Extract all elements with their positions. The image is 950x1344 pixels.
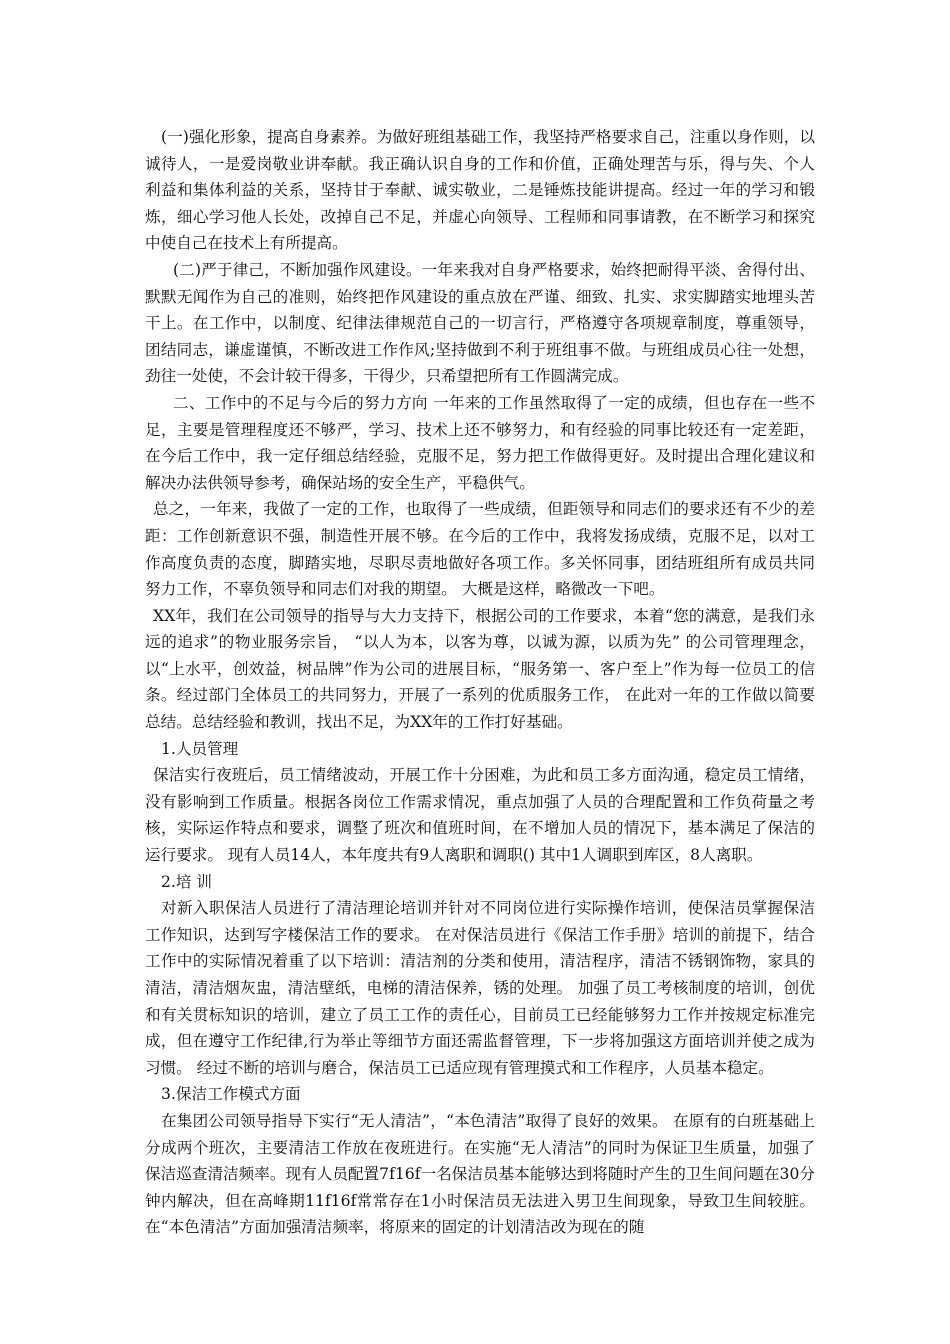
paragraph-summary: 总之，一年来，我做了一定的工作，也取得了一些成绩，但距领导和同志们的要求还有不少的差距：工作创新意识不强，制造性开展不够。在今后的工作中，我将发扬成绩，克服不足，以对工作高度负责的态度，脚踏实地，尽职尽责地做好各项工作。多关怀同事，团结班组所有成员共同努力工作，不辜负领导和同志们对我的期望。 大概是这样，略微改一下吧。: [145, 500, 815, 599]
paragraph-shortcomings: 二、工作中的不足与今后的努力方向 一年来的工作虽然取得了一定的成绩，但也存在一些不足，主要是管理程度还不够严，学习、技术上还不够努力，和有经验的同事比较还有一定差距，在今后工作中，我一定仔细总结经验，克服不足，努力把工作做得更好。及时提出合理化建议和解决办法供领导参考，确保站场的安全生产，平稳供气。: [145, 393, 815, 492]
document-page: [145, 124, 815, 1241]
paragraph-staff-management: 保洁实行夜班后，员工情绪波动，开展工作十分困难，为此和员工多方面沟通，稳定员工情绪，没有影响到工作质量。根据各岗位工作需求情况，重点加强了人员的合理配置和工作负荷量之考核，实际运作特点和要求，调整了班次和值班时间，在不增加人员的情况下，基本满足了保洁的运行要求。 现有人员14人，本年度共有9人离职和调职() 其中1人调职到库区，8人离职。: [145, 766, 815, 865]
heading-staff-management: 1.人员管理: [161, 739, 239, 758]
paragraph-annual-intro: XX年，我们在公司领导的指导与大力支持下，根据公司的工作要求，本着“您的满意，是我们永远的追求”的物业服务宗旨， “以人为本，以客为尊，以诚为源，以质为先” 的公司管理理念，以“上水平，创效益，树品牌”作为公司的进展目标，“服务第一、客户至上”作为每一位员工的信条。经过部门全体员工的共同努力，开展了一系列的优质服务工作， 在此对一年的工作做以简要总结。总结经验和教训，找出不足，为XX年的工作打好基础。: [145, 606, 815, 732]
heading-training: 2.培 训: [161, 872, 213, 891]
paragraph-training: 对新入职保洁人员进行了清洁理论培训并针对不同岗位进行实际操作培训，使保洁员掌握保洁工作知识，达到写字楼保洁工作的要求。 在对保洁员进行《保洁工作手册》培训的前提下，结合工作中的实际情况着重了以下培训：清洁剂的分类和使用，清洁程序，清洁不锈钢饰物，家具的清洁，清洁烟灰盅，清洁壁纸，电梯的清洁保养，锈的处理。 加强了员工考核制度的培训，创优和有关贯标知识的培训，建立了员工工作的责任心，目前员工已经能够努力工作并按规定标准完成，但在遵守工作纪律,行为举止等细节方面还需监督管理，下一步将加强这方面培训并使之成为习惯。 经过不断的培训与磨合，保洁员工已适应现有管理摸式和工作程序，人员基本稳定。: [145, 899, 815, 1077]
paragraph-self-discipline: (二)严于律己，不断加强作风建设。一年来我对自身严格要求，始终把耐得平淡、舍得付出、默默无闻作为自己的准则，始终把作风建设的重点放在严谨、细致、扎实、求实脚踏实地埋头苦干上。在工作中，以制度、纪律法律规范自己的一切言行，严格遵守各项规章制度，尊重领导，团结同志，谦虚谨慎，不断改进工作作风;坚持做到不利于班组事不做。与班组成员心往一处想，劲往一处使，不会计较干得多，干得少，只希望把所有工作圆满完成。: [145, 260, 815, 386]
paragraph-cleaning-mode: 在集团公司领导指导下实行“无人清洁”，“本色清洁”取得了良好的效果。 在原有的白班基础上分成两个班次，主要清洁工作放在夜班进行。在实施“无人清洁”的同时为保证卫生质量，加强了保洁巡查清洁频率。现有人员配置7f16f一名保洁员基本能够达到将随时产生的卫生间问题在30分钟内解决，但在高峰期11f16f常常存在1小时保洁员无法进入男卫生间现象，导致卫生间较脏。 在“本色清洁”方面加强清洁频率，将原来的固定的计划清洁改为现在的随: [145, 1111, 815, 1237]
paragraph-image-building: (一)强化形象，提高自身素养。为做好班组基础工作，我坚持严格要求自己，注重以身作则，以诚待人，一是爱岗敬业讲奉献。我正确认识自身的工作和价值，正确处理苦与乐，得与失、个人利益和集体利益的关系，坚持甘于奉献、诚实敬业，二是锤炼技能讲提高。经过一年的学习和锻炼，细心学习他人长处，改掉自己不足，并虚心向领导、工程师和同事请教，在不断学习和探究中使自己在技术上有所提高。: [145, 128, 815, 253]
heading-cleaning-mode: 3.保洁工作模式方面: [161, 1085, 301, 1104]
